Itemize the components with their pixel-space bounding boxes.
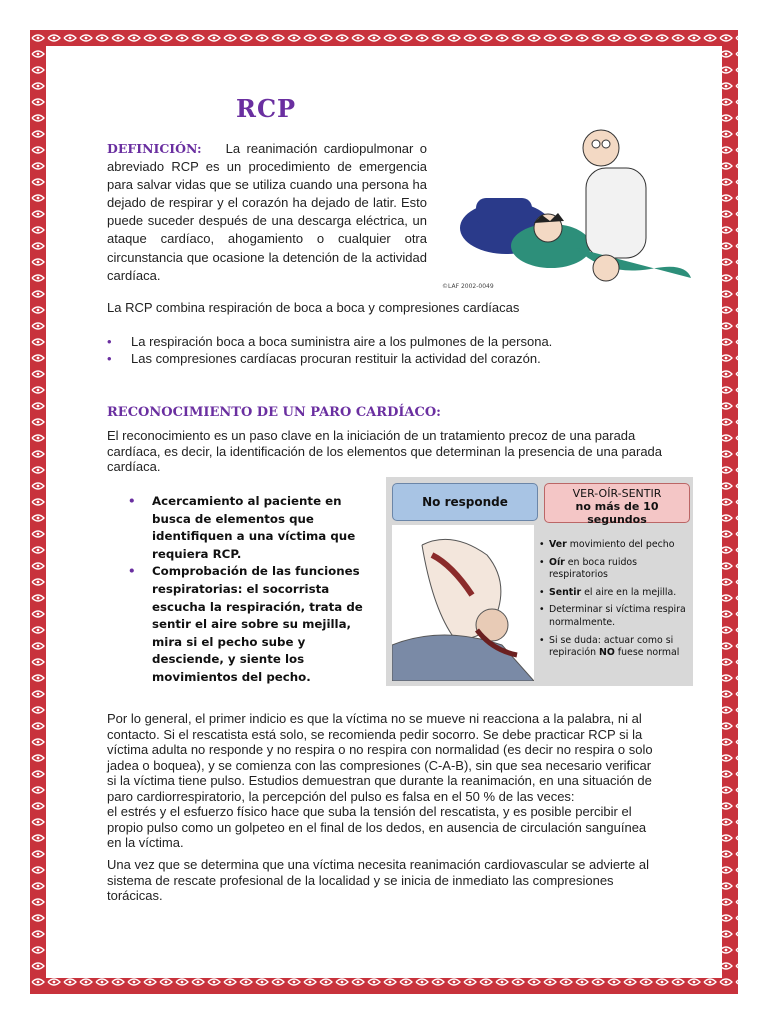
bullet-list-1 bbox=[107, 333, 552, 367]
no-mas-subtitle: no más de 10 segundos bbox=[575, 500, 659, 526]
list-item: • Oír en boca ruidos respiratorios bbox=[539, 557, 689, 582]
ver-oir-sentir-panel bbox=[386, 477, 693, 686]
general-text-2: el estrés y el esfuerzo físico hace que suba la tensión del rescatista, y es posible percibir el propio pulso como un golpeteo en el final de los dedos, en ausencia de circulación sanguínea en la víctima. bbox=[107, 804, 647, 850]
ver-oir-title: VER-OÍR-SENTIR bbox=[572, 487, 662, 500]
cpr-cartoon-illustration bbox=[436, 128, 704, 296]
illustration-caption: ©LAF 2002-0049 bbox=[442, 283, 494, 290]
definition-paragraph bbox=[107, 140, 427, 285]
list-item: • La respiración boca a boca suministra aire a los pulmones de la persona. bbox=[107, 333, 552, 350]
definition-text: La reanimación cardiopulmonar o abreviado RCP es un procedimiento de emergencia para salvar vidas que se utiliza cuando una persona ha dejado de respirar y el corazón ha dejado de latir. Esto puede suceder después de una descarga eléctrica, un ataque cardíaco, ahogamiento o cualquier otra circunstancia que ocasione la detención de la actividad cardíaca. bbox=[107, 141, 427, 283]
check-list bbox=[539, 539, 689, 665]
ver-oir-sentir-box bbox=[544, 483, 690, 526]
list-item: • Si se duda: actuar como si repiración NO fuese normal bbox=[539, 635, 689, 660]
reconocimiento-paragraph: El reconocimiento es un paso clave en la iniciación de un tratamiento precoz de una parada cardíaca, es decir, la identificación de los elementos que determinan la presencia de una parada cardíaca. bbox=[107, 428, 663, 474]
bullet-list-2 bbox=[128, 493, 378, 687]
section-heading-reconocimiento: RECONOCIMIENTO DE UN PARO CARDÍACO: bbox=[107, 405, 441, 420]
no-responde-box: No responde bbox=[392, 483, 538, 521]
list-item: • Sentir el aire en la mejilla. bbox=[539, 587, 689, 600]
list-item: • Acercamiento al paciente en busca de elementos que identifiquen a una víctima que requiera RCP. bbox=[128, 493, 378, 563]
general-text: Por lo general, el primer indicio es que la víctima no se mueve ni reacciona a la palabra, ni al contacto. Si el rescatista está solo, se recomienda pedir socorro. Se debe practicar RCP si la víctima adulta no responde y no respira o no respira con normalidad (es decir no respira o solo jadea o boquea), y se comienza con las compresiones (C-A-B), sin que sea necesario verificar si la víctima tiene pulso. Estudios demuestran que durante la reanimación, en una situación de paro cardiorrespiratorio, la percepción del pulso es falsa en el 50 % de las veces: bbox=[107, 711, 653, 804]
una-vez-paragraph: Una vez que se determina que una víctima necesita reanimación cardiovascular se advierte al sistema de rescate profesional de la localidad y se inicia de inmediato las compresiones torácicas. bbox=[107, 857, 649, 903]
general-paragraph bbox=[107, 711, 662, 851]
list-item: • Ver movimiento del pecho bbox=[539, 539, 689, 552]
list-item: • Las compresiones cardíacas procuran restituir la actividad del corazón. bbox=[107, 350, 552, 367]
list-item: • Comprobación de las funciones respiratorias: el socorrista escucha la respiración, trata de sentir el aire sobre su mejilla, mira si el pecho sube y desciende, y siente los movimientos del pecho. bbox=[128, 563, 378, 686]
definition-label: DEFINICIÓN: bbox=[107, 141, 202, 156]
page-title: RCP bbox=[236, 94, 297, 123]
rescuer-checking-breathing-illustration bbox=[392, 525, 534, 681]
combina-text: La RCP combina respiración de boca a boca y compresiones cardíacas bbox=[107, 300, 520, 315]
list-item: • Determinar si víctima respira normalmente. bbox=[539, 604, 689, 629]
